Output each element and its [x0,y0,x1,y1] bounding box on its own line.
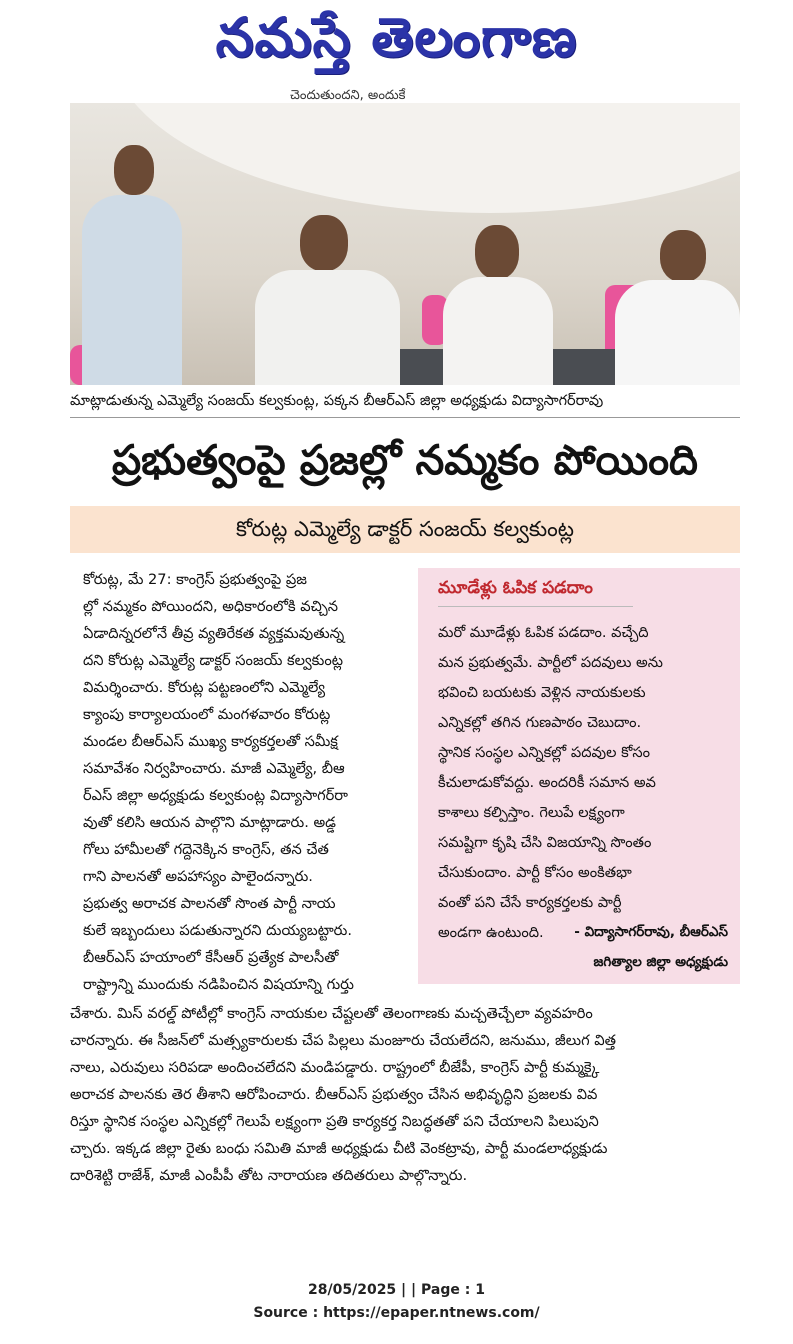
sidebar-line: ఎన్నికల్లో తగిన గుణపాఠం చెబుదాం. [438,714,642,731]
previous-article-fragment: చెందుతుందని, అందుకే [290,88,406,103]
body-line: చేశారు. మిస్ వరల్డ్ పోటీల్లో కాంగ్రెస్ నాయకుల చేష్టలతో తెలంగాణకు మచ్చతెచ్చేలా వ్యవహరిం [70,1005,593,1022]
body-line: క్యాంపు కార్యాలయంలో మంగళవారం కోరుట్ల [83,706,331,723]
article-body-full-width [70,1000,616,1189]
newspaper-logo: నమస్తే తెలంగాణ [215,6,578,69]
body-line: సమావేశం నిర్వహించారు. మాజీ ఎమ్మెల్యే, బీఆ [83,760,345,777]
article-headline: ప్రభుత్వంపై ప్రజల్లో నమ్మకం పోయింది [112,436,698,484]
body-line: ప్రభుత్వ అరాచక పాలనతో సొంత పార్టీ నాయ [83,895,336,912]
body-line: రిస్తూ స్థానిక సంస్థల ఎన్నికల్లో గెలుపే లక్ష్యంగా ప్రతి కార్యకర్త నిబద్ధతతో పని చేయాలని పిలుపుని [70,1113,599,1130]
sidebar-text [438,618,663,948]
sidebar-line: కీచులాడుకోవద్దు. అందరికీ సమాన అవ [438,774,656,791]
sidebar-line: అండగా ఉంటుంది. [438,924,544,941]
sidebar-line: వంతో పని చేసే కార్యకర్తలకు పార్టీ [438,894,622,911]
sidebar-line: చేసుకుందాం. పార్టీ కోసం అంకితభా [438,864,632,881]
footer-source: Source : https://epaper.ntnews.com/ [253,1305,540,1321]
body-line: కోరుట్ల, మే 27: కాంగ్రెస్ ప్రభుత్వంపై ప్రజ [83,571,307,588]
sidebar-signature-name: - విద్యాసాగర్‌రావు, బీఆర్ఎస్ [574,924,728,940]
body-line: రాష్ట్రాన్ని ముందుకు నడిపించిన విషయాన్ని గుర్తు [83,976,354,993]
person-seated-1 [255,215,400,385]
body-line: కులే ఇబ్బందులు పడుతున్నారని దుయ్యబట్టారు. [83,922,352,939]
body-line: ర్ఎస్ జిల్లా అధ్యక్షుడు కల్వకుంట్ల విద్యాసాగర్‌రా [83,787,348,804]
body-line: గోలు హామీలతో గద్దెనెక్కిన కాంగ్రెస్, తన చేత [83,841,329,858]
sidebar-line: మరో మూడేళ్లు ఓపిక పడదాం. వచ్చేది [438,624,649,641]
footer-date-page: 28/05/2025 | | Page : 1 [308,1282,485,1298]
body-line: దని కోరుట్ల ఎమ్మెల్యే డాక్టర్ సంజయ్ కల్వకుంట్ల [83,652,344,669]
photo-caption: మాట్లాడుతున్న ఎమ్మెల్యే సంజయ్ కల్వకుంట్ల, పక్కన బీఆర్ఎస్ జిల్లా అధ్యక్షుడు విద్యాసాగర్‌రావు [70,387,740,418]
body-line: ల్లో నమ్మకం పోయిందని, అధికారంలోకి వచ్చిన [83,598,338,615]
sidebar-line: స్థానిక సంస్థల ఎన్నికల్లో పదవుల కోసం [438,744,650,761]
body-line: చారన్నారు. ఈ సీజన్‌లో మత్స్యకారులకు చేప పిల్లలు మంజూరు చేయలేదని, జనుము, జీలుగ విత్త [70,1032,616,1049]
sidebar-line: సమష్టిగా కృషి చేసి విజయాన్ని సొంతం [438,834,652,851]
body-line: ఏడాదిన్నరలోనే తీవ్ర వ్యతిరేకత వ్యక్తమవుతున్న [83,625,345,642]
sidebar-line: మన ప్రభుత్వమే. పార్టీలో పదవులు అను [438,654,663,671]
article-subheadline: కోరుట్ల ఎమ్మెల్యే డాక్టర్ సంజయ్ కల్వకుంట్ల [70,506,740,553]
body-line: అరాచక పాలనకు తెర తీశాని ఆరోపించారు. బీఆర్ఎస్ ప్రభుత్వం చేసిన అభివృద్ధిని ప్రజలకు వివ [70,1086,598,1103]
body-line: బీఆర్ఎస్ హయాంలో కేసీఆర్ ప్రత్యేక పాలసీతో [83,949,339,966]
person-seated-3 [615,230,740,385]
person-standing [82,145,182,385]
body-line: వుతో కలిసి ఆయన పాల్గొని మాట్లాడారు. అడ్డ [83,814,336,831]
body-line: మండల బీఆర్ఎస్ ముఖ్య కార్యకర్తలతో సమీక్ష [83,733,338,750]
body-line: దారిశెట్టి రాజేశ్, మాజీ ఎంపీపీ తోట నారాయణ తదితరులు పాల్గొన్నారు. [70,1167,468,1184]
sidebar-signature-title: జగిత్యాల జిల్లా అధ్యక్షుడు [593,954,728,970]
body-line: గాని పాలనతో అపహాస్యం పాలైందన్నారు. [83,868,313,885]
sidebar-quote-box [418,568,740,984]
body-line: నాలు, ఎరువులు సరిపడా అందించలేదని మండిపడ్డారు. రాష్ట్రంలో బీజేపీ, కాంగ్రెస్ పార్టీ కుమ్మక్కై [70,1059,600,1076]
sidebar-line: భవించి బయటకు వెళ్లిన నాయకులకు [438,684,646,701]
person-seated-2 [443,225,553,385]
sidebar-title: మూడేళ్లు ఓపిక పడదాం [438,578,633,607]
ceiling-arch [110,103,740,213]
masthead [0,0,793,80]
news-photo [70,103,740,385]
sidebar-line: కాశాలు కల్పిస్తాం. గెలుపే లక్ష్యంగా [438,804,625,821]
body-line: చ్చారు. ఇక్కడ జిల్లా రైతు బంధు సమితి మాజీ అధ్యక్షుడు చీటి వెంకట్రావు, పార్టీ మండలాధ్యక్షుడు [70,1140,608,1157]
body-line: విమర్శించారు. కోరుట్ల పట్టణంలోని ఎమ్మెల్యే [83,679,326,696]
article-body-column [83,566,354,998]
